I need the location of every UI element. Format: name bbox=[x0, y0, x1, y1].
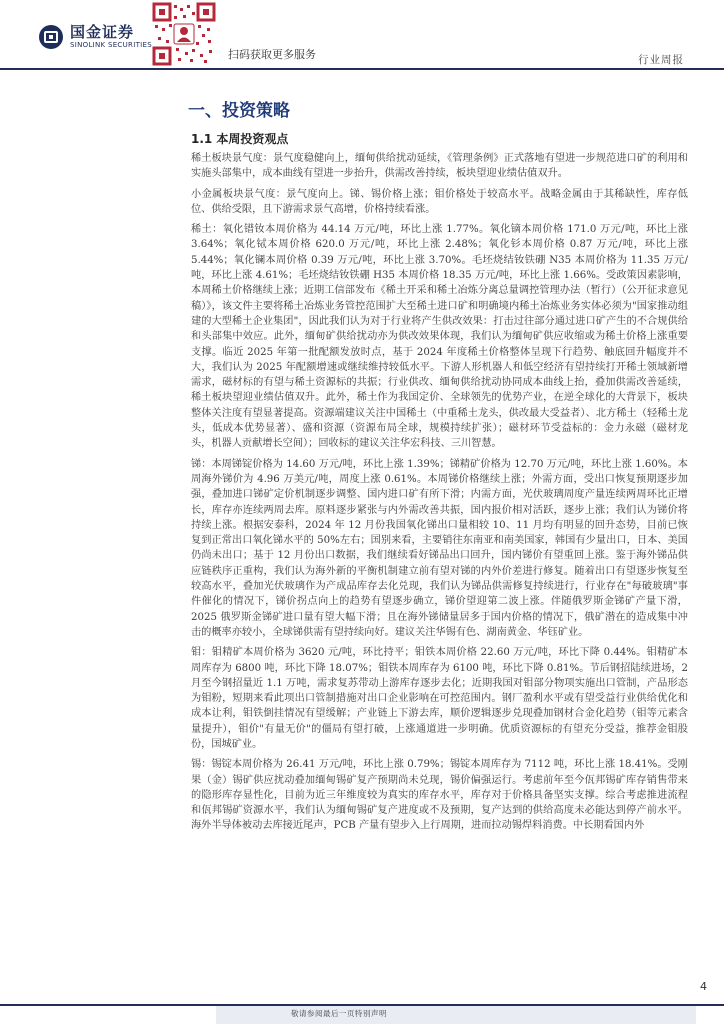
paragraph-antimony: 锑：本周锑锭价格为 14.60 万元/吨，环比上涨 1.39%；锑精矿价格为 12.70 万元/吨，环比上涨 1.60%。本周海外锑价为 4.96 万美元/吨，周度上涨 0.61%。本周锑价格继续上涨；外需方面，受出口恢复预期逐步加强，叠加进口锑矿定价机制逐步调整、国内进口矿有所下滑；内需方面，光伏玻璃周度产量连续两周环比正增长，库存亦连续两周去库。原料逐步紧张与内外需改善共振，国内报价相对活跃，逐步上涨；我们认为锑价将持续上涨。根据安泰科，2024 年 12 月份我国氧化锑出口量相较 10、11 月均有明显的回升态势，目前已恢复到正常出口氧化锑水平的 50%左右；国别来看，主要销往东南亚和南美国家，韩国有少量出口，日本、美国仍尚未出口；基于 12 月份出口数据，我们继续看好锑品出口回升，国内锑价有望重回上涨。鉴于海外锑品供应链秩序正重构，我们认为海外新的平衡机制建立前有望对锑的内外价差进行修复。随着出口有望逐步恢复至较高水平，叠加光伏玻璃作为产成品库存去化兑现，我们认为锑品供需修复持续进行，行业存在"每破玻璃"事件催化的情况下，锑价拐点向上的趋势有望逐步确立，锑价望迎第二波上涨。伴随俄罗斯金锑矿产量下滑，2025 俄罗斯金锑矿进口量有望大幅下滑；且在海外锑储量居多于国内价格的情况下，俄矿潜在的造成集中冲击的概率亦较小，全球锑供需有望持续向好。建议关注华锡有色、湖南黄金、华钰矿业。 bbox=[191, 458, 688, 638]
paragraph-rare-earth-outlook: 稀土板块景气度：景气度稳健向上，缅甸供给扰动延续，《管理条例》正式落地有望进一步规范进口矿的利用和实施头部集中，成本曲线有望进一步抬升，供需改善持续，板块望迎业绩估值双升。 bbox=[191, 153, 688, 180]
qr-code-icon[interactable] bbox=[152, 2, 216, 66]
report-body bbox=[191, 151, 688, 839]
header-divider bbox=[0, 68, 724, 70]
page-header bbox=[0, 0, 724, 70]
logo-chinese-name: 国金证券 bbox=[70, 23, 135, 41]
paragraph-minor-metals-outlook: 小金属板块景气度：景气度向上。锑、锡价格上涨；钼价格处于较高水平。战略金属由于其稀缺性，库存低位、供给受限，且下游需求景气高增，价格持续看涨。 bbox=[191, 188, 688, 215]
section-title: 一、投资策略 bbox=[188, 101, 290, 121]
subsection-title: 1.1 本周投资观点 bbox=[191, 132, 289, 146]
logo-english-name: SINOLINK SECURITIES bbox=[70, 41, 152, 49]
qr-caption: 扫码获取更多服务 bbox=[228, 48, 316, 61]
report-type-label: 行业周报 bbox=[638, 54, 684, 66]
paragraph-tin: 锡：锡锭本周价格为 26.41 万元/吨，环比上涨 0.79%；锡锭本周库存为 7112 吨，环比上涨 18.41%。受刚果（金）锡矿供应扰动叠加缅甸锡矿复产预期尚未兑现，锡价偏强运行。考虑前年至今佤邦锡矿库存销售带来的隐形库存显性化，目前为近三年维度较为真实的库存水平，库存对于价格具备坚实支撑。综合考虑推进流程和佤邦锡矿资源水平，我们认为缅甸锡矿复产进度或不及预期，复产达到的供给高度未必能达到停产前水平。海外半导体被动去库接近尾声，PCB 产量有望步入上行周期，进而拉动锡焊料消费。中长期看国内外 bbox=[191, 759, 688, 832]
sinolink-logo-icon bbox=[38, 24, 64, 50]
paragraph-molybdenum: 钼：钼精矿本周价格为 3620 元/吨，环比持平；钼铁本周价格 22.60 万元/吨，环比下降 0.44%。钼精矿本周库存为 6800 吨，环比下降 18.07%；钼铁本周库存为 6100 吨，环比下降 0.81%。节后钢招陆续进场，2 月至今钢招量近 1.1 万吨，需求复苏带动上游库存逐步去化；近期我国对钼部分物项实施出口管制，产品形态为钼粉，短期来看此项出口管制措施对出口企业影响在可控范围内。钢厂盈利水平或有望受益行业供给优化和成本让利，钼铁倒挂情况有望缓解；产业链上下游去库，顺价逻辑逐步兑现叠加钢材合金化趋势（钼等元素含量提升），钼价"有量无价"的僵局有望打破，上涨通道进一步明确。优质资源标的有望充分受益，推荐金钼股份，国城矿业。 bbox=[191, 647, 688, 750]
company-logo bbox=[38, 24, 152, 50]
paragraph-rare-earth: 稀土：氧化镨钕本周价格为 44.14 万元/吨，环比上涨 1.77%。氧化镝本周价格 171.0 万元/吨，环比上涨 3.64%；氧化铽本周价格 620.0 万元/吨，环比上涨 2.48%；氧化钐本周价格 0.87 万元/吨，环比上涨 5.44%；氧化镧本周价格 0.39 万元/吨，环比上涨 3.70%。毛坯烧结钕铁硼 N35 本周价格为 11.35 万元/吨，环比上涨 4.61%；毛坯烧结钕铁硼 H35 本周价格 18.35 万元/吨，环比上涨 1.66%。受政策因素影响，本周稀土价格继续上涨；近期工信部发布《稀土开采和稀土冶炼分离总量调控管理办法（暂行）（公开征求意见稿）》，该文件主要将稀土冶炼业务管控范围扩大至稀土进口矿和明确境内稀土冶炼业务实体必须为"国家推动组建的大型稀土企业集团"，因此我们认为对于行业将产生供改效果：打击过往部分通过进口矿产生的不合规供给和头部集中效应。此外，缅甸矿供给扰动亦为供改效果体现，我们认为缅甸矿供应收缩或为稀土价格上涨重要支撑。临近 2025 年第一批配额发放时点，基于 2024 年度稀土价格整体呈现下行趋势、触底回升幅度并不大，我们认为 2025 年配额增速或继续维持较低水平。下游人形机器人和低空经济有望持续打开稀土领域新增需求，磁材标的有望与稀土资源标的共振；行业供改、缅甸供给扰动协同成本曲线上抬，叠加供需改善延续，稀土板块望迎业绩估值双升。此外，稀土作为我国定价、全球领先的优势产业，在逆全球化的大背景下，板块整体关注度有望显著提高。资源端建议关注中国稀土（中重稀土龙头，供改最大受益者）、北方稀土（轻稀土龙头，低成本优势显著）、盛和资源（资源布局全球，规模持续扩张）；磁材环节受益标的：金力永磁（磁材龙头，机器人贡献增长空间）；回收标的建议关注华宏科技、三川智慧。 bbox=[191, 224, 688, 450]
page-number: 4 bbox=[700, 980, 707, 993]
footer-disclaimer: 敬请参阅最后一页特别声明 bbox=[291, 1009, 387, 1018]
